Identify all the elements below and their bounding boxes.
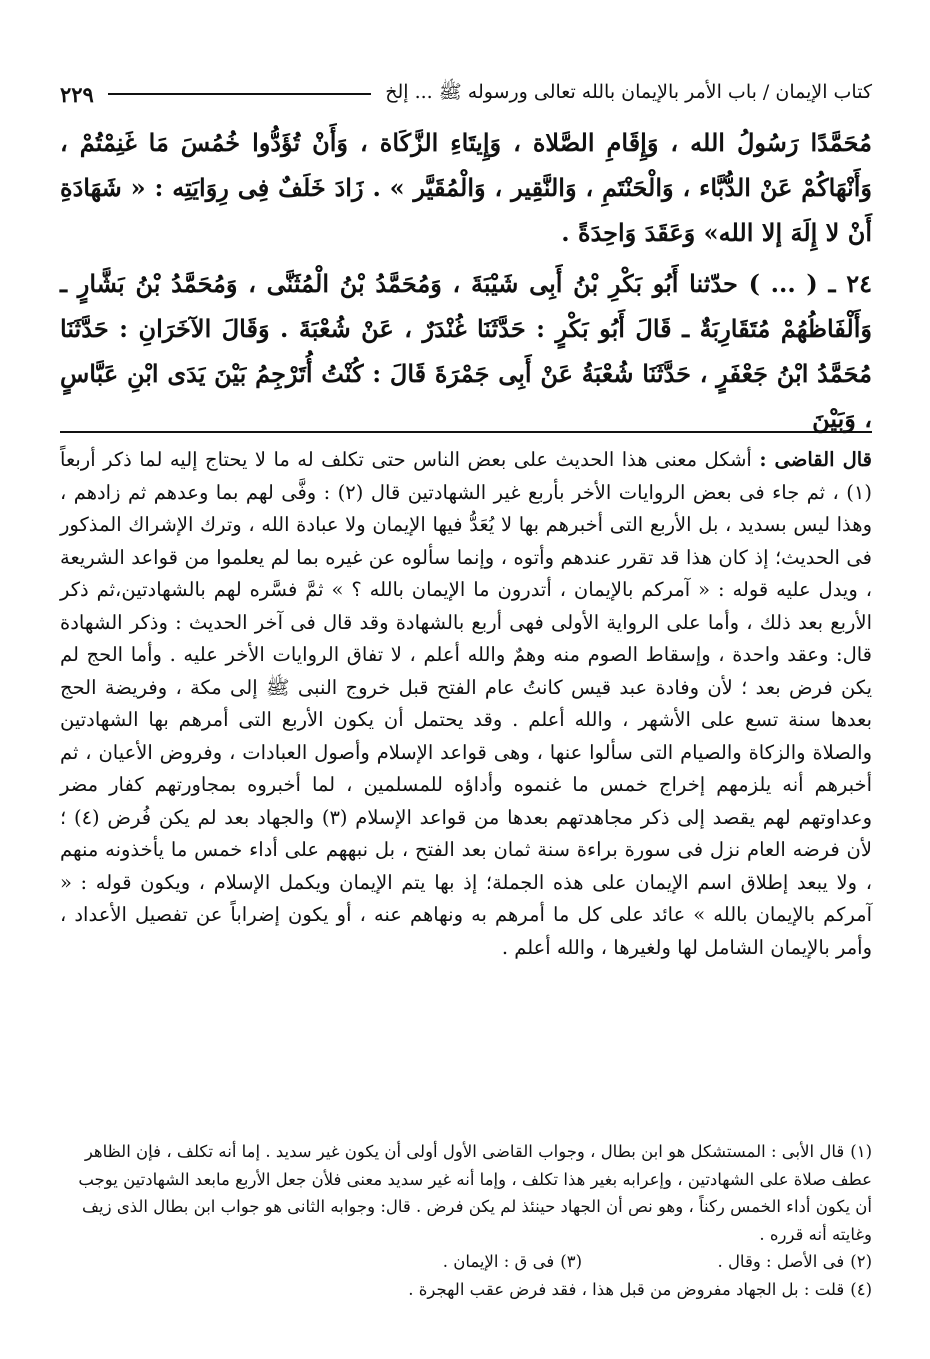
footnote-1 (60, 1138, 872, 1248)
running-header (60, 76, 872, 112)
hadith-body: حدّثنا أَبُو بَكْرِ بْنُ أَبِى شَيْبَةَ ، وَمُحَمَّدُ بْنُ الْمُثَنَّى ، وَمُحَمَّدُ بْنُ بَشَّارٍ ـ وَأَلْفَاظُهُمْ مُتَقَارِبَةٌ ـ قَالَ أَبُو بَكْرٍ : حَدَّثَنَا غُنْدَرٌ ، عَنْ شُعْبَةَ . وَقَالَ الآخَرَانِ : حَدَّثَنَا مُحَمَّدُ ابْنُ جَعْفَرٍ ، حَدَّثَنَا شُعْبَةُ عَنْ أَبِى جَمْرَةَ قَالَ : كُنْتُ أُتَرْجِمُ بَيْنَ يَدَى ابْنِ عَبَّاسٍ ، وَبَيْنَ (60, 269, 872, 433)
header-rule (108, 93, 371, 95)
footnote-4-number: (٤) (850, 1279, 872, 1299)
running-title: كتاب الإيمان / باب الأمر بالإيمان بالله تعالى ورسوله ﷺ ... إلخ (385, 81, 872, 103)
commentary-body: أشكل معنى هذا الحديث على بعض الناس حتى تكلف له ما لا يحتاج إليه لما ذكر أربعاً (١) ، ثم جاء فى بعض الروايات الأخر بأربع غير الشهادتين قال (٢) : وفَّى لهم بما وعدهم ثم زادهم ، وهذا ليس بسديد ، بل الأربع التى أخبرهم بها لا يُعَدُّ فيها الإيمان ولا عبادة الله ، وترك الإشراك المذكور فى الحديث؛ إذ كان هذا قد تقرر عندهم وأتوه ، وإنما سألوه عن غيره بما لم يعلموا من قواعد الشريعة ، ويدل عليه قوله : « آمركم بالإيمان ، أتدرون ما الإيمان بالله ؟ » ثمَّ فسَّره لهم بالشهادتين،ثم ذكر الأربع بعد ذلك ، وأما على الرواية الأولى فهى أربع بالشهادة وقد قال فى آخر الحديث : وذكر الشهادة قال: وعقد واحدة ، وإسقاط الصوم منه وهمٌ والله أعلم ، لا تفاق الروايات الأخر عليه . وأما الحج لم يكن فرض بعد ؛ لأن وفادة عبد قيس كانتُ عام الفتح قبل خروج النبى ﷺ إلى مكة ، وفريضة الحج بعدها سنة تسع على الأشهر ، والله أعلم . وقد يحتمل أن يكون الأربع التى أمرهم بها الشهادتين والصلاة والزكاة والصيام التى سألوا عنها ، وهى قواعد الإسلام وأصول العبادات ، وفروض الأعيان ، ثم أخبرهم أنه يلزمهم إخراج خمس ما غنموه وأداؤه للمسلمين ، لما أخبروه بمجاورتهم كفار مضر وعداوتهم لهم يقصد إلى ذكر مجاهدتهم بعدها من قواعد الإسلام (٣) والجهاد بعد لم يكن فُرض (٤) ؛ لأن فرضه العام نزل فى سورة براءة سنة ثمان بعد الفتح ، بل نبههم على أداء خمس ما يأخذونه منهم ، ولا يبعد إطلاق اسم الإيمان على هذه الجملة؛ إذ بها يتم الإيمان ويكمل الإسلام ، ويكون قوله : « آمركم بالإيمان بالله » عائد على كل ما أمرهم به ونهاهم عنه ، أو يكون إضراباً عن تفصيل الأعداد ، وأمر بالإيمان الشامل لها ولغيرها ، والله أعلم . (60, 448, 872, 959)
footnote-1-text: قال الأبى : المستشكل هو ابن بطال ، وجواب القاضى الأول أولى أن يكون غير سديد . إما أنه تكلف ، فإن الظاهر عطف صلاة على الشهادتين ، وإعرابه بغير هذا تكلف ، وإما أنه غير سديد معنى فلأن جعل الأربع مابعد الشهادتين يوجب أن يكون أداء الخمس ركناً ، وهو نص أن الجهاد حينئذ لم يكن فرض . قال: وجوابه الثانى هو جواب ابن بطال الذى زيف وغايته أنه قرره . (78, 1142, 872, 1244)
footnote-row-2-3 (60, 1248, 872, 1276)
footnote-3-text: فى ق : الإيمان . (442, 1252, 555, 1271)
page-number: ٢٢٩ (60, 81, 94, 107)
footnotes (60, 1138, 872, 1303)
hadith-reference: ( ... ) (748, 269, 818, 298)
commentary-lead: قال القاضى : (759, 448, 873, 471)
footnote-4 (60, 1276, 872, 1304)
footnote-3-number: (٣) (560, 1252, 582, 1271)
hadith-number: ٢٤ ـ (828, 269, 873, 298)
footnote-2-number: (٢) (850, 1252, 872, 1271)
hadith-text (60, 120, 872, 441)
footnote-1-number: (١) (850, 1142, 872, 1161)
section-divider (60, 431, 872, 433)
footnote-4-text: قلت : بل الجهاد مفروض من قبل هذا ، فقد فرض عقب الهجرة . (408, 1279, 845, 1299)
footnote-2 (582, 1248, 872, 1276)
commentary (60, 444, 872, 964)
footnote-2-text: فى الأصل : وقال . (717, 1252, 845, 1271)
hadith-continuation: مُحَمَّدًا رَسُولُ الله ، وَإِقَامِ الصَّلاة ، وَإِيتَاءِ الزَّكَاة ، وَأَنْ تُؤَدُّوا خُمُسَ مَا غَنِمْتُمْ ، وَأَنْهَاكُمْ عَنْ الدُّبَّاء ، وَالْحَنْتَمِ ، وَالنَّقِير ، وَالْمُقَيَّر » . زَادَ خَلَفٌ فِى رِوَايَتِه : « شَهَادَةِ أَنْ لا إِلَهَ إلا الله» وَعَقَدَ وَاحِدَةً . (60, 128, 872, 247)
hadith-24 (60, 261, 872, 441)
footnote-3 (443, 1248, 582, 1276)
